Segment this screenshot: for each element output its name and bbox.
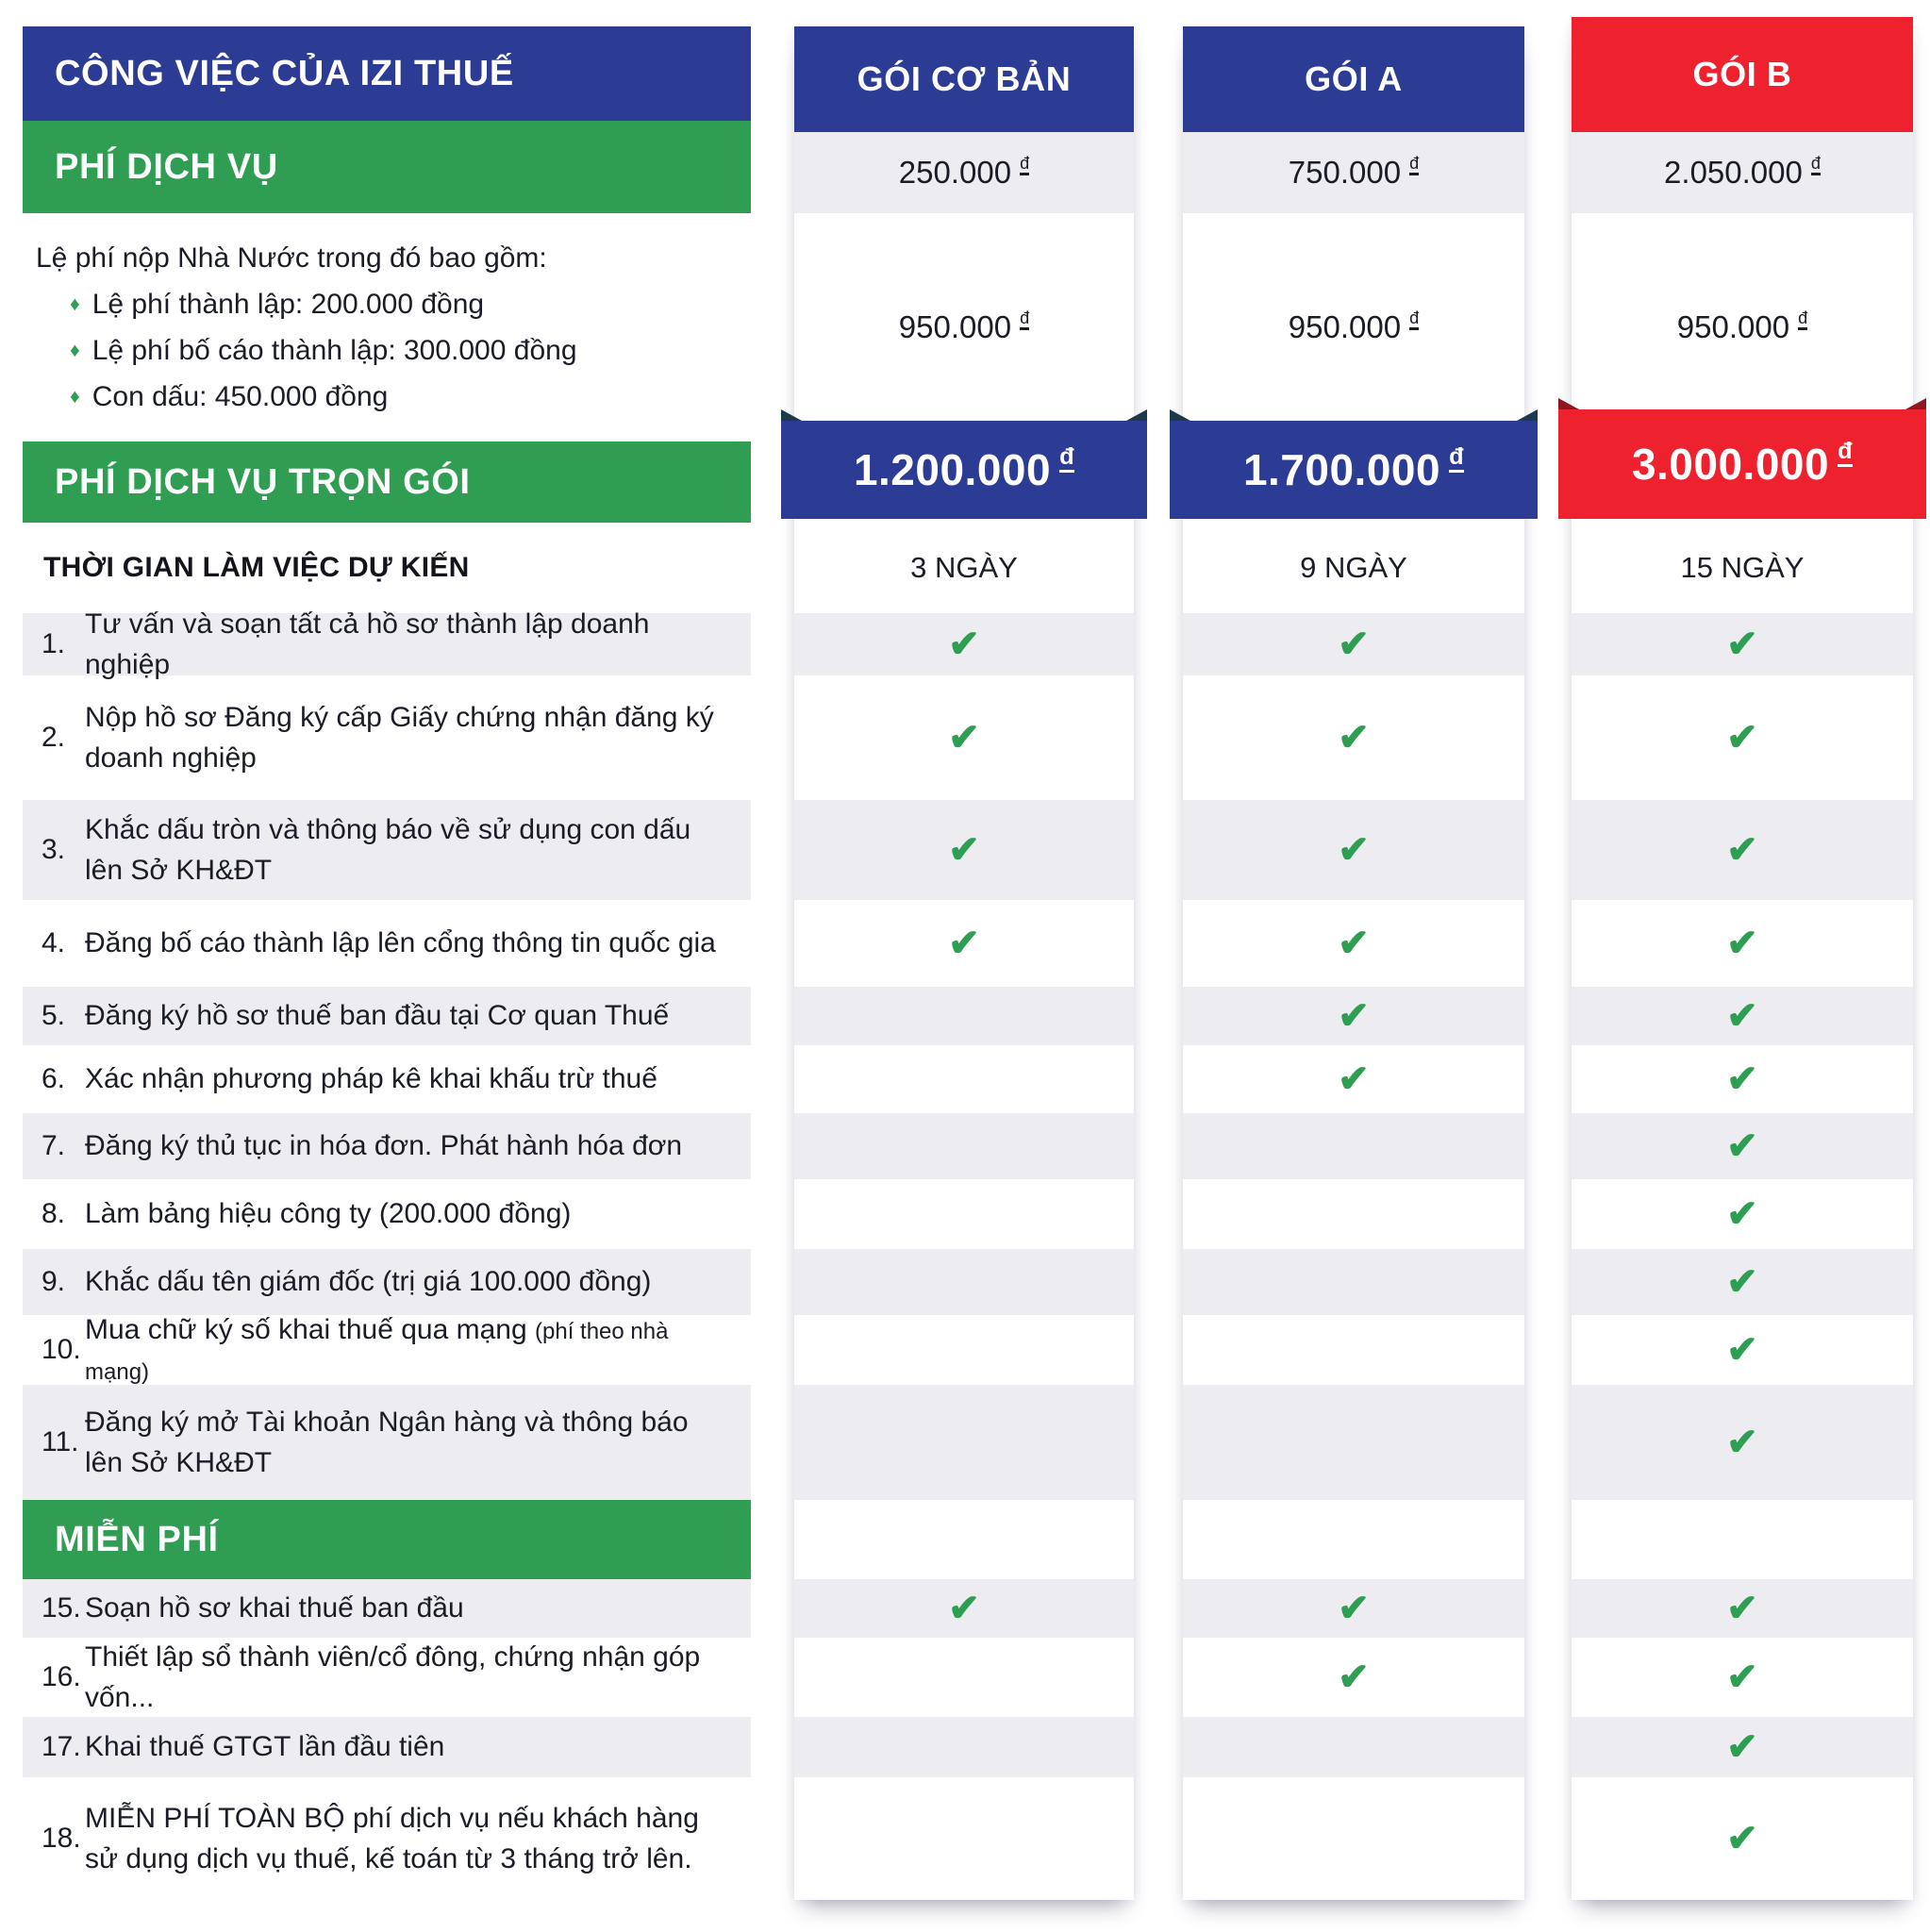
task-row-label bbox=[23, 1045, 751, 1113]
total-fee-ribbon bbox=[781, 421, 1147, 519]
check-icon: ✔ bbox=[948, 923, 980, 964]
task-number: 16. bbox=[42, 1661, 81, 1693]
state-fee-cell bbox=[1183, 213, 1524, 441]
left-column-header: CÔNG VIỆC CỦA IZI THUẾ bbox=[23, 26, 751, 121]
price-value: 950.000 bbox=[1288, 309, 1402, 344]
check-cell bbox=[1572, 1385, 1913, 1500]
empty-cell bbox=[1183, 1179, 1524, 1249]
check-cell bbox=[1183, 675, 1524, 800]
dong-currency-symbol: đ bbox=[1020, 155, 1029, 175]
task-row-label bbox=[23, 987, 751, 1045]
empty-cell bbox=[794, 1638, 1134, 1717]
empty-cell bbox=[794, 987, 1134, 1045]
check-icon: ✔ bbox=[1726, 1588, 1758, 1629]
empty-cell bbox=[794, 1179, 1134, 1249]
check-cell bbox=[1183, 1045, 1524, 1113]
service-fee-cell bbox=[1572, 132, 1913, 213]
check-cell bbox=[1572, 1579, 1913, 1638]
task-text: Khắc dấu tròn và thông báo về sử dụng con dấu lên Sở KH&ĐT bbox=[85, 813, 691, 886]
price-value: 950.000 bbox=[1676, 309, 1790, 344]
price-value: 750.000 bbox=[1288, 155, 1402, 190]
check-cell bbox=[1183, 987, 1524, 1045]
state-fee-bullet bbox=[70, 332, 751, 369]
task-row-label bbox=[23, 1179, 751, 1249]
check-icon: ✔ bbox=[1726, 624, 1758, 665]
empty-cell bbox=[1183, 1717, 1524, 1777]
task-number: 18. bbox=[42, 1823, 81, 1855]
duration-section-label: THỜI GIAN LÀM VIỆC DỰ KIẾN bbox=[43, 552, 470, 583]
price-value: 1.700.000 bbox=[1242, 445, 1441, 494]
service-fee-cell bbox=[1183, 132, 1524, 213]
check-icon: ✔ bbox=[948, 829, 980, 871]
package-fee-cell bbox=[1183, 441, 1524, 523]
diamond-bullet-icon: ♦ bbox=[70, 340, 80, 361]
comparison-grid bbox=[0, 26, 1913, 1900]
check-icon: ✔ bbox=[1726, 1726, 1758, 1768]
state-fee-bullet bbox=[70, 378, 751, 415]
empty-cell bbox=[1183, 1249, 1524, 1315]
duration-cell: 3 NGÀY bbox=[910, 551, 1018, 584]
check-cell bbox=[794, 1579, 1134, 1638]
empty-cell bbox=[794, 1045, 1134, 1113]
task-number: 9. bbox=[42, 1266, 66, 1298]
check-cell bbox=[1572, 1113, 1913, 1179]
task-row-label bbox=[23, 900, 751, 987]
dong-currency-symbol: đ bbox=[1798, 309, 1807, 330]
price-value: 950.000 bbox=[898, 309, 1012, 344]
task-row-label bbox=[23, 608, 751, 680]
check-cell bbox=[1183, 1638, 1524, 1717]
dong-currency-symbol: đ bbox=[1449, 445, 1464, 473]
check-icon: ✔ bbox=[1726, 1193, 1758, 1235]
package-fee-cell bbox=[1572, 437, 1913, 523]
state-fee-cell bbox=[1572, 213, 1913, 441]
dong-currency-symbol: đ bbox=[1059, 445, 1074, 473]
empty-cell bbox=[1183, 1315, 1524, 1385]
empty-cell bbox=[794, 1777, 1134, 1900]
task-text: Khai thuế GTGT lần đầu tiên bbox=[85, 1731, 445, 1763]
task-row-label bbox=[23, 1385, 751, 1500]
task-text: Thiết lập sổ thành viên/cổ đông, chứng nhận góp vốn... bbox=[85, 1641, 701, 1713]
task-row-label bbox=[23, 1777, 751, 1900]
task-number: 2. bbox=[42, 722, 66, 754]
task-number: 11. bbox=[42, 1426, 79, 1458]
price-value: 250.000 bbox=[898, 155, 1012, 190]
task-row-label bbox=[23, 1638, 751, 1717]
check-icon: ✔ bbox=[1338, 624, 1370, 665]
check-icon: ✔ bbox=[1338, 829, 1370, 871]
task-text: Đăng ký mở Tài khoản Ngân hàng và thông báo lên Sở KH&ĐT bbox=[85, 1406, 689, 1478]
check-icon: ✔ bbox=[1726, 829, 1758, 871]
dong-currency-symbol: đ bbox=[1409, 155, 1419, 175]
check-cell bbox=[1572, 1249, 1913, 1315]
service-fee-cell bbox=[794, 132, 1134, 213]
total-fee-ribbon bbox=[1170, 421, 1538, 519]
price-value: 2.050.000 bbox=[1664, 155, 1803, 190]
check-cell bbox=[794, 800, 1134, 900]
state-fee-bullet-text: Con dấu: 450.000 đồng bbox=[92, 381, 389, 412]
empty-cell bbox=[794, 1717, 1134, 1777]
task-number: 1. bbox=[42, 628, 66, 660]
empty-cell bbox=[794, 1249, 1134, 1315]
task-number: 7. bbox=[42, 1130, 66, 1162]
check-icon: ✔ bbox=[1338, 995, 1370, 1037]
task-text: Xác nhận phương pháp kê khai khấu trừ thuế bbox=[85, 1063, 657, 1095]
check-cell bbox=[1183, 1579, 1524, 1638]
state-fee-bullet-text: Lệ phí thành lập: 200.000 đồng bbox=[92, 289, 485, 320]
check-icon: ✔ bbox=[1726, 995, 1758, 1037]
package-header: GÓI B bbox=[1572, 17, 1913, 132]
check-cell bbox=[794, 613, 1134, 675]
empty-cell bbox=[1183, 1385, 1524, 1500]
empty-cell bbox=[1183, 1777, 1524, 1900]
check-icon: ✔ bbox=[1726, 1422, 1758, 1463]
check-cell bbox=[1572, 1179, 1913, 1249]
dong-currency-symbol: đ bbox=[1020, 309, 1029, 330]
task-row-label bbox=[23, 675, 751, 800]
task-number: 6. bbox=[42, 1063, 66, 1095]
check-cell bbox=[1572, 1315, 1913, 1385]
check-icon: ✔ bbox=[1726, 1261, 1758, 1303]
task-number: 17. bbox=[42, 1731, 81, 1763]
task-text: Soạn hồ sơ khai thuế ban đầu bbox=[85, 1592, 464, 1624]
diamond-bullet-icon: ♦ bbox=[70, 293, 80, 315]
task-row-label bbox=[23, 1579, 751, 1638]
total-fee-ribbon bbox=[1558, 409, 1926, 519]
task-text: Đăng ký thủ tục in hóa đơn. Phát hành hóa đơn bbox=[85, 1130, 683, 1162]
task-number: 10. bbox=[42, 1334, 81, 1366]
check-icon: ✔ bbox=[1338, 1588, 1370, 1629]
check-cell bbox=[1183, 900, 1524, 987]
check-cell bbox=[794, 675, 1134, 800]
package-header: GÓI A bbox=[1183, 26, 1524, 132]
task-text: MIỄN PHÍ TOÀN BỘ phí dịch vụ nếu khách hàng sử dụng dịch vụ thuế, kế toán từ 3 tháng trở lên. bbox=[85, 1802, 699, 1874]
task-row-label bbox=[23, 1315, 751, 1385]
task-text: Mua chữ ký số khai thuế qua mạng (phí theo nhà mạng) bbox=[85, 1313, 669, 1385]
empty-cell bbox=[794, 1385, 1134, 1500]
check-cell bbox=[1572, 1717, 1913, 1777]
free-section-label: MIỄN PHÍ bbox=[23, 1500, 751, 1579]
dong-currency-symbol: đ bbox=[1838, 440, 1853, 467]
diamond-bullet-icon: ♦ bbox=[70, 386, 80, 408]
task-text: Tư vấn và soạn tất cả hồ sơ thành lập doanh nghiệp bbox=[85, 608, 650, 680]
state-fee-note-title: Lệ phí nộp Nhà Nước trong đó bao gồm: bbox=[36, 242, 547, 274]
check-cell bbox=[1572, 1638, 1913, 1717]
duration-cell: 9 NGÀY bbox=[1300, 551, 1407, 584]
check-icon: ✔ bbox=[1726, 1818, 1758, 1859]
check-icon: ✔ bbox=[1726, 923, 1758, 964]
state-fee-bullet bbox=[70, 286, 751, 323]
task-number: 15. bbox=[42, 1592, 81, 1624]
check-cell bbox=[1572, 800, 1913, 900]
task-number: 3. bbox=[42, 834, 66, 866]
service-fee-section-label: PHÍ DỊCH VỤ bbox=[23, 121, 751, 213]
check-icon: ✔ bbox=[1726, 1058, 1758, 1100]
task-row-label bbox=[23, 1717, 751, 1777]
check-icon: ✔ bbox=[1726, 1329, 1758, 1371]
check-icon: ✔ bbox=[1726, 717, 1758, 758]
check-icon: ✔ bbox=[948, 1588, 980, 1629]
check-cell bbox=[1572, 675, 1913, 800]
state-fee-bullet-text: Lệ phí bố cáo thành lập: 300.000 đồng bbox=[92, 335, 577, 366]
task-text: Nộp hồ sơ Đăng ký cấp Giấy chứng nhận đăng ký doanh nghiệp bbox=[85, 701, 714, 774]
task-row-label bbox=[23, 800, 751, 900]
dong-currency-symbol: đ bbox=[1409, 309, 1419, 330]
empty-cell bbox=[1183, 1113, 1524, 1179]
task-number: 5. bbox=[42, 1000, 66, 1032]
price-value: 3.000.000 bbox=[1631, 440, 1830, 489]
check-cell bbox=[1572, 613, 1913, 675]
check-icon: ✔ bbox=[1338, 717, 1370, 758]
check-icon: ✔ bbox=[1338, 923, 1370, 964]
empty-cell bbox=[794, 1113, 1134, 1179]
check-icon: ✔ bbox=[1338, 1058, 1370, 1100]
check-cell bbox=[1572, 900, 1913, 987]
task-text: Đăng bố cáo thành lập lên cổng thông tin quốc gia bbox=[85, 927, 716, 959]
check-icon: ✔ bbox=[1726, 1657, 1758, 1698]
price-value: 1.200.000 bbox=[853, 445, 1052, 494]
task-text: Làm bảng hiệu công ty (200.000 đồng) bbox=[85, 1198, 572, 1230]
check-cell bbox=[1572, 1777, 1913, 1900]
dong-currency-symbol: đ bbox=[1811, 155, 1821, 175]
check-cell bbox=[1572, 987, 1913, 1045]
check-cell bbox=[1572, 1045, 1913, 1113]
task-note: (phí theo nhà mạng) bbox=[85, 1318, 669, 1385]
check-cell bbox=[794, 900, 1134, 987]
check-cell bbox=[1183, 800, 1524, 900]
package-header: GÓI CƠ BẢN bbox=[794, 26, 1134, 132]
task-number: 4. bbox=[42, 927, 66, 959]
check-icon: ✔ bbox=[1338, 1657, 1370, 1698]
task-row-label bbox=[23, 1249, 751, 1315]
state-fee-cell bbox=[794, 213, 1134, 441]
task-text: Đăng ký hồ sơ thuế ban đầu tại Cơ quan Thuế bbox=[85, 1000, 670, 1032]
task-row-label bbox=[23, 1113, 751, 1179]
check-icon: ✔ bbox=[948, 624, 980, 665]
task-text: Khắc dấu tên giám đốc (trị giá 100.000 đồng) bbox=[85, 1266, 652, 1298]
duration-cell: 15 NGÀY bbox=[1680, 551, 1805, 584]
check-icon: ✔ bbox=[948, 717, 980, 758]
package-fee-section-label: PHÍ DỊCH VỤ TRỌN GÓI bbox=[23, 441, 751, 523]
task-number: 8. bbox=[42, 1198, 66, 1230]
check-icon: ✔ bbox=[1726, 1125, 1758, 1167]
empty-cell bbox=[794, 1315, 1134, 1385]
package-fee-cell bbox=[794, 441, 1134, 523]
check-cell bbox=[1183, 613, 1524, 675]
state-fee-note bbox=[23, 213, 751, 441]
